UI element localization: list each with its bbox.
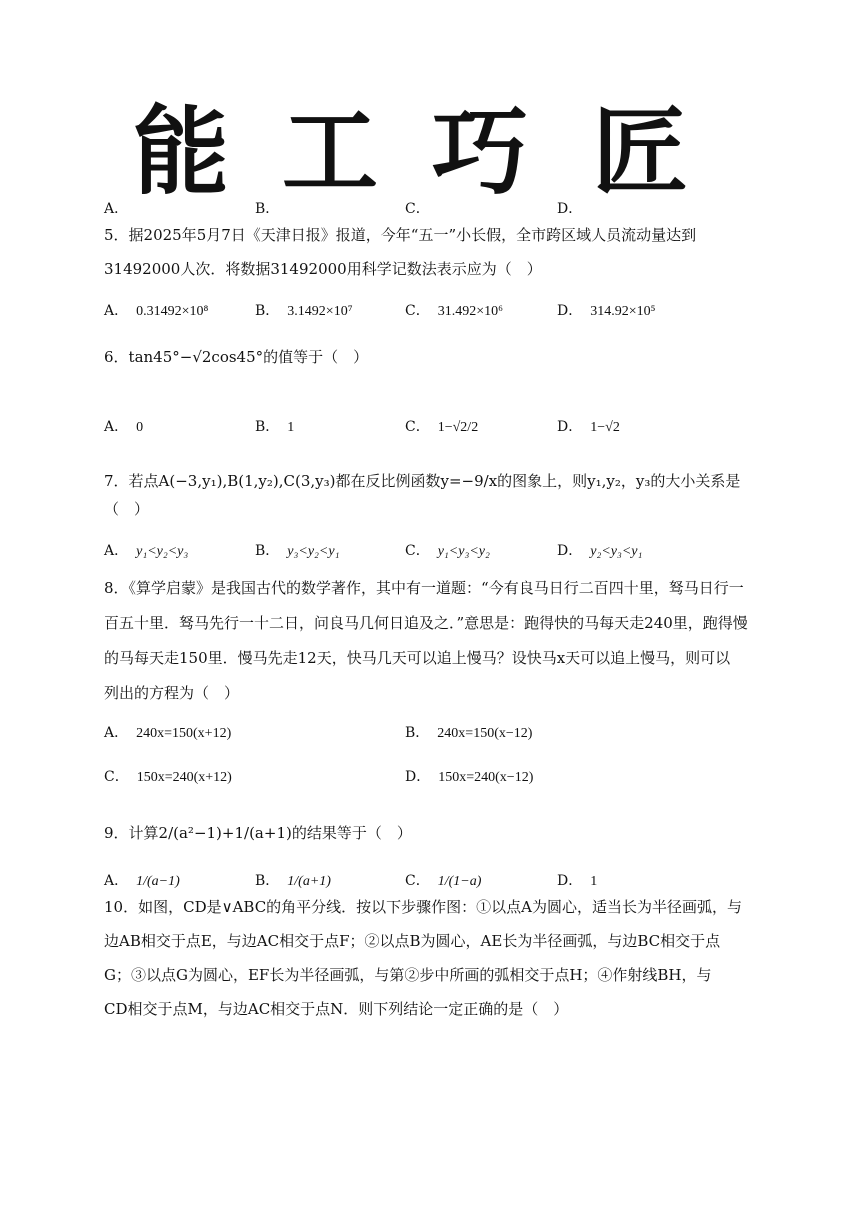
option-d-character: 匠 <box>592 96 688 208</box>
q7-option-d <box>557 540 642 560</box>
q9-option-c <box>405 870 481 890</box>
q10-stem-line-1: 10．如图，CD是∨ABC的角平分线．按以下步骤作图：①以点A为圆心，适当长为半径画弧，与 <box>104 898 743 916</box>
q6-option-c-value: 1−√2/2 <box>437 420 479 435</box>
q7-stem-line-2: （ ） <box>104 500 150 518</box>
q6-option-b-value: 1 <box>287 420 295 435</box>
q6-option-a-value: 0 <box>136 420 144 435</box>
q6-stem: 6．tan45°−√2cos45°的值等于（ ） <box>104 348 369 366</box>
q5-option-d-label: D． <box>557 303 583 319</box>
q5-option-c <box>405 300 503 320</box>
q8-option-d <box>405 766 533 786</box>
q8-option-c-value: 150x=240(x+12) <box>136 770 232 785</box>
q8-option-c <box>104 766 232 786</box>
q6-option-a-label: A． <box>104 419 129 435</box>
q5-option-b-label: B． <box>255 303 280 319</box>
q4-option-c-label: C． <box>405 201 430 217</box>
q8-option-d-value: 150x=240(x−12) <box>438 770 534 785</box>
q5-option-a-label: A． <box>104 303 129 319</box>
option-b-character: 工 <box>282 96 378 208</box>
q7-option-a-value: y₁<y₂<y₃ <box>136 544 189 559</box>
q10-stem-line-3: G；③以点G为圆心，EF长为半径画弧，与第②步中所画的弧相交于点H；④作射线BH，与 <box>104 966 712 984</box>
option-c-character: 巧 <box>432 96 528 208</box>
q9-option-a <box>104 870 180 890</box>
q8-option-d-label: D． <box>405 769 431 785</box>
q5-option-c-label: C． <box>405 303 430 319</box>
q8-option-b-value: 240x=150(x−12) <box>437 726 533 741</box>
q7-option-b <box>255 540 339 560</box>
q8-option-a-label: A． <box>104 725 129 741</box>
q4-option-b-label: B． <box>255 201 280 217</box>
q7-option-a <box>104 540 188 560</box>
q7-option-a-label: A． <box>104 543 129 559</box>
q6-option-d <box>557 416 620 436</box>
q8-option-a-value: 240x=150(x+12) <box>136 726 232 741</box>
q6-option-b <box>255 416 294 436</box>
q9-option-d-value: 1 <box>590 874 598 889</box>
q8-option-a <box>104 722 231 742</box>
q5-option-b-value: 3.1492×10⁷ <box>287 304 353 319</box>
q8-stem-line-1: 8．《算学启蒙》是我国古代的数学著作，其中有一道题：“今有良马日行二百四十里，驽马日行一 <box>104 579 744 597</box>
q8-stem-line-2: 百五十里．驽马先行一十二日，问良马几何日追及之．”意思是：跑得快的马每天走240里，跑得慢 <box>104 614 748 632</box>
q5-option-a <box>104 300 208 320</box>
q9-stem: 9．计算2/(a²−1)+1/(a+1)的结果等于（ ） <box>104 824 412 842</box>
q8-option-c-label: C． <box>104 769 129 785</box>
q10-stem-line-2: 边AB相交于点E，与边AC相交于点F；②以点B为圆心，AE长为半径画弧，与边BC相交于点 <box>104 932 721 950</box>
q9-option-c-value: 1/(1−a) <box>437 874 482 889</box>
q5-option-d <box>557 300 656 320</box>
q9-option-a-label: A． <box>104 873 129 889</box>
q5-option-c-value: 31.492×10⁶ <box>437 304 503 319</box>
q5-stem-line-2: 31492000人次．将数据31492000用科学记数法表示应为（ ） <box>104 260 542 278</box>
q9-option-b <box>255 870 331 890</box>
q8-stem-line-4: 列出的方程为（ ） <box>104 684 240 702</box>
q9-option-b-label: B． <box>255 873 280 889</box>
q8-stem-line-3: 的马每天走150里．慢马先走12天，快马几天可以追上慢马？设快马x天可以追上慢马，则可以 <box>104 649 731 667</box>
q9-option-d-label: D． <box>557 873 583 889</box>
q5-option-d-value: 314.92×10⁵ <box>590 304 656 319</box>
q8-option-b <box>405 722 532 742</box>
q7-option-c-value: y₁<y₃<y₂ <box>437 544 490 559</box>
q7-stem-line-1: 7．若点A(−3,y₁),B(1,y₂),C(3,y₃)都在反比例函数y=−9/x的图象上，则y₁,y₂，y₃的大小关系是 <box>104 472 741 490</box>
q9-option-d <box>557 870 597 890</box>
q10-stem-line-4: CD相交于点M，与边AC相交于点N．则下列结论一定正确的是（ ） <box>104 1000 569 1018</box>
q6-option-a <box>104 416 143 436</box>
q8-option-b-label: B． <box>405 725 430 741</box>
q9-option-b-value: 1/(a+1) <box>287 874 331 889</box>
q9-option-c-label: C． <box>405 873 430 889</box>
q4-option-d-label: D． <box>557 201 583 217</box>
q7-option-b-value: y₃<y₂<y₁ <box>287 544 340 559</box>
q7-option-d-label: D． <box>557 543 583 559</box>
q7-option-d-value: y₂<y₃<y₁ <box>590 544 643 559</box>
q6-option-d-value: 1−√2 <box>590 420 620 435</box>
q7-option-b-label: B． <box>255 543 280 559</box>
q6-option-d-label: D． <box>557 419 583 435</box>
q7-option-c-label: C． <box>405 543 430 559</box>
q7-option-c <box>405 540 490 560</box>
q5-option-b <box>255 300 353 320</box>
q6-option-c <box>405 416 478 436</box>
q5-option-a-value: 0.31492×10⁸ <box>136 304 209 319</box>
q5-stem-line-1: 5．据2025年5月7日《天津日报》报道，今年“五一”小长假，全市跨区域人员流动量达到 <box>104 226 697 244</box>
q9-option-a-value: 1/(a−1) <box>136 874 180 889</box>
q6-option-c-label: C． <box>405 419 430 435</box>
q6-option-b-label: B． <box>255 419 280 435</box>
option-a-character: 能 <box>133 96 229 208</box>
q4-option-a-label: A． <box>104 201 129 217</box>
